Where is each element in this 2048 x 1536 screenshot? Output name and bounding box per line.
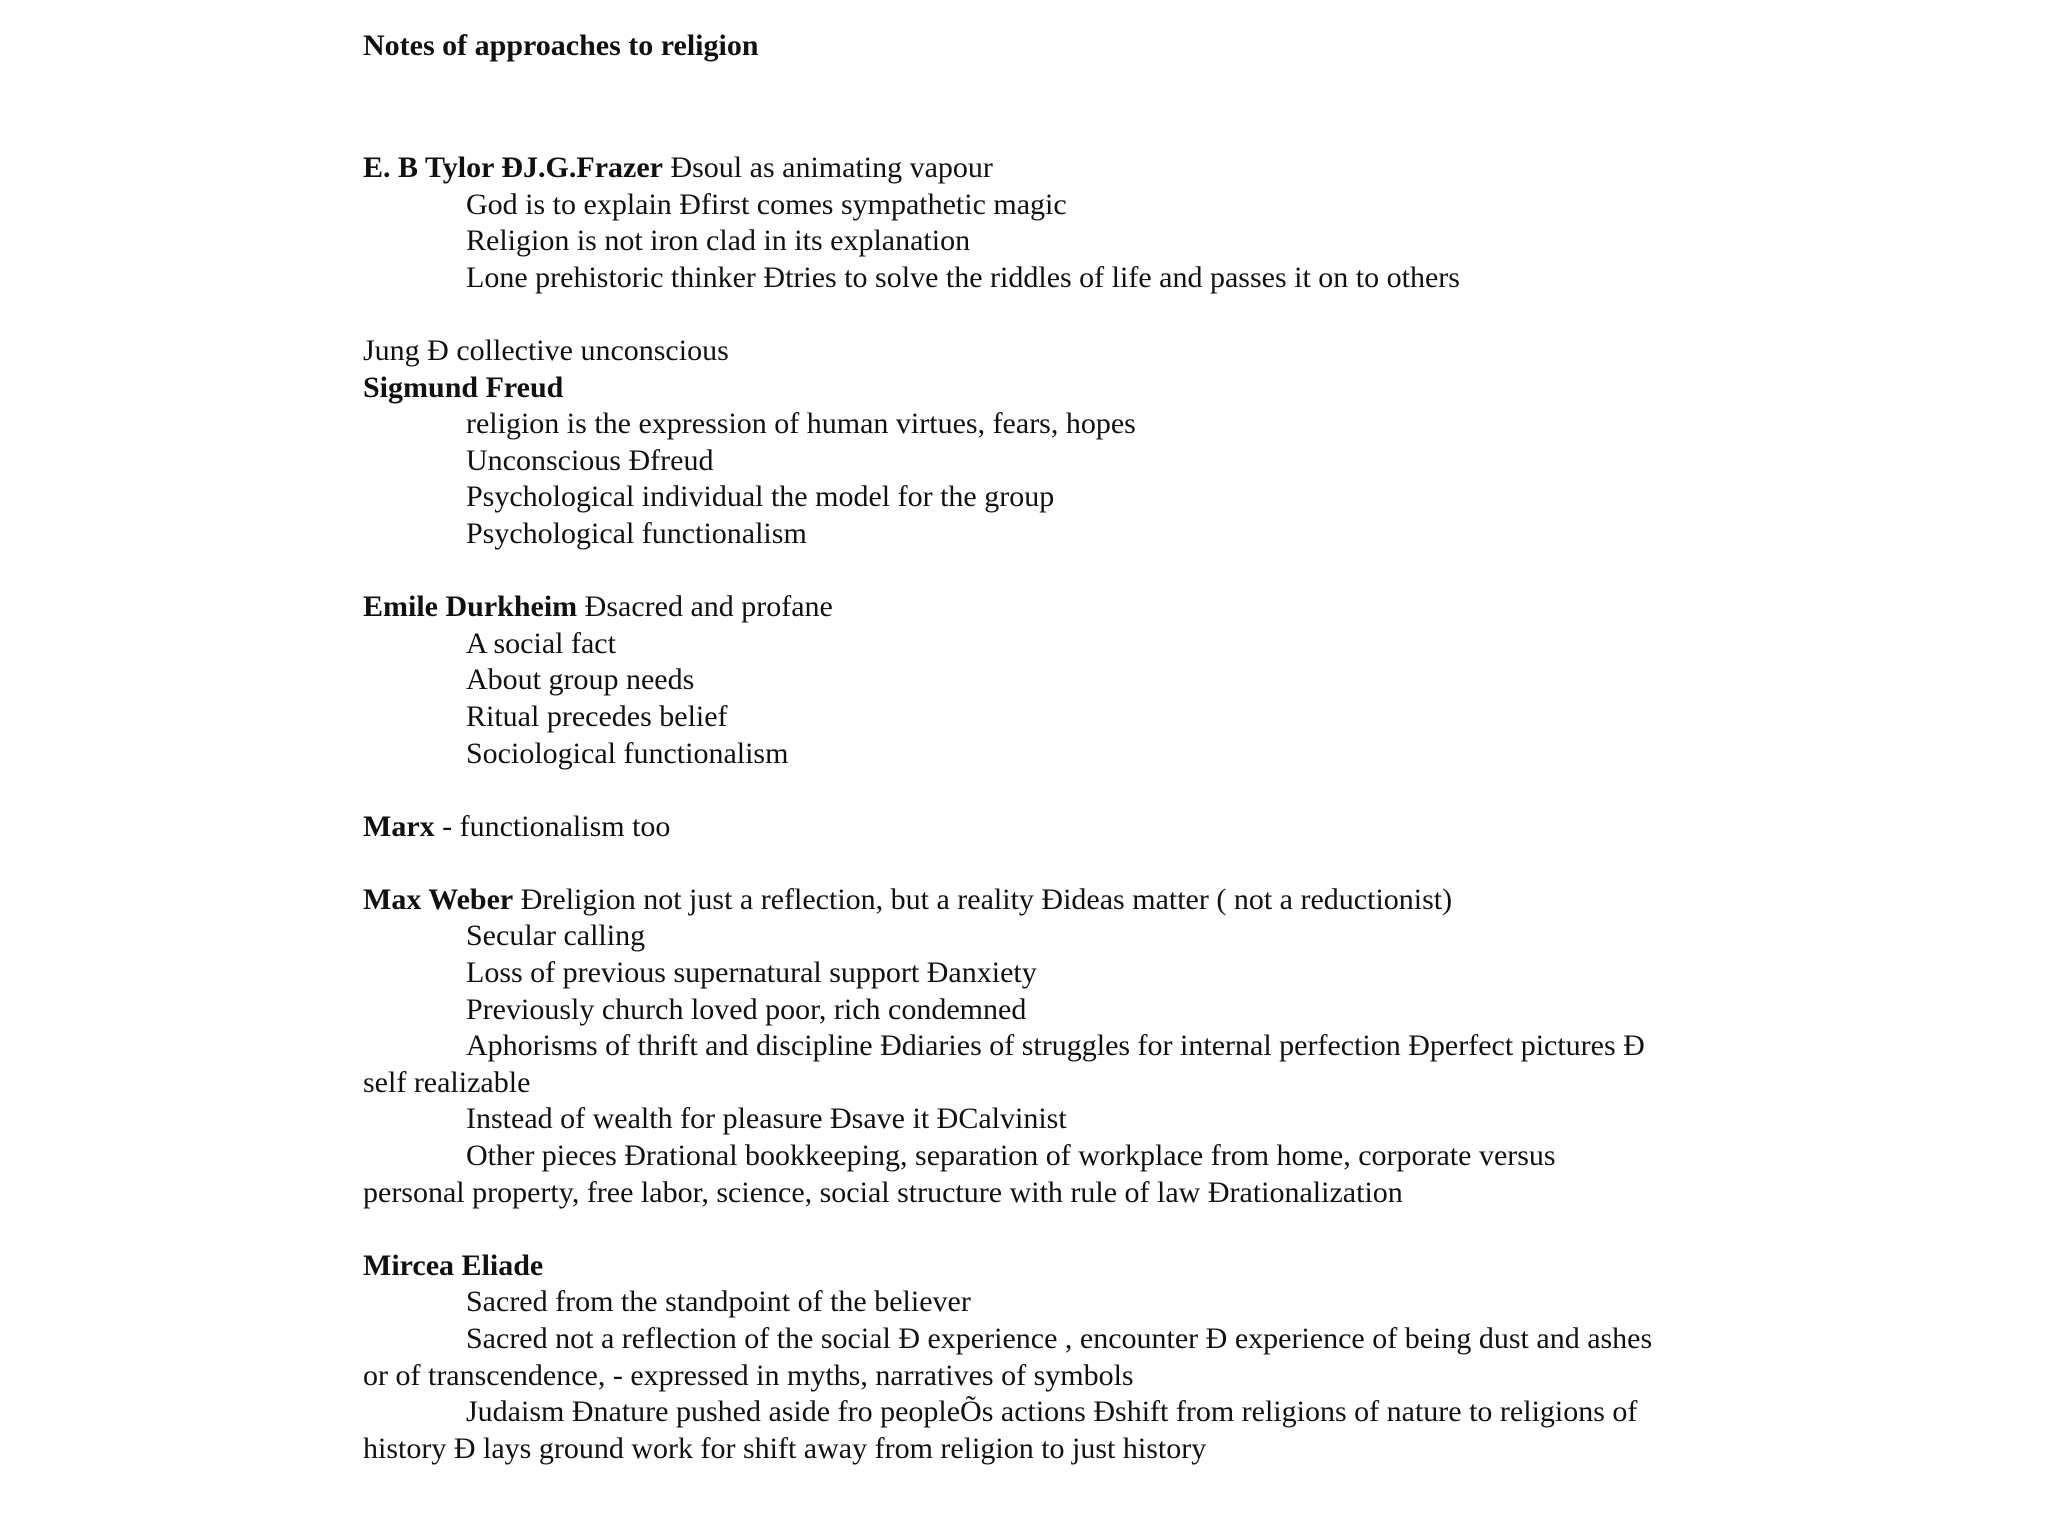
tylor-heading-bold: E. B Tylor ÐJ.G.Frazer	[363, 151, 663, 184]
section-weber-heading	[363, 882, 1693, 919]
spacer	[363, 296, 1693, 333]
document-page	[363, 18, 1693, 1467]
tylor-item: Lone prehistoric thinker Ðtries to solve the riddles of life and passes it on to others	[466, 260, 1460, 294]
durkheim-item: About group needs	[466, 663, 695, 697]
durkheim-heading-rest: Ðsacred and profane	[577, 590, 833, 624]
tylor-item: Religion is not iron clad in its explanation	[466, 224, 971, 258]
weber-aphorisms: Aphorisms of thrift and discipline Ðdiaries of struggles for internal perfection Ðperfect pictures Ð	[466, 1029, 1645, 1063]
marx-heading-rest: - functionalism too	[434, 809, 671, 843]
weber-heading-bold: Max Weber	[363, 882, 514, 916]
weber-instead: Instead of wealth for pleasure Ðsave it ÐCalvinist	[466, 1102, 1067, 1136]
tylor-item: God is to explain Ðfirst comes sympathetic magic	[466, 187, 1067, 221]
spacer	[363, 64, 1693, 150]
marx-heading-bold: Marx	[363, 809, 435, 843]
section-durkheim-heading	[363, 589, 1693, 626]
spacer	[363, 1211, 1693, 1248]
eliade-item-continued: or of transcendence, - expressed in myths, narratives of symbols	[363, 1358, 1134, 1392]
freud-heading: Sigmund Freud	[363, 370, 564, 404]
freud-item: Psychological individual the model for the group	[466, 480, 1055, 514]
freud-item: Psychological functionalism	[466, 516, 807, 550]
eliade-item: Sacred from the standpoint of the believer	[466, 1285, 971, 1319]
durkheim-item: A social fact	[466, 626, 616, 660]
section-marx-heading	[363, 809, 1693, 846]
weber-item: Loss of previous supernatural support Ðanxiety	[466, 956, 1037, 990]
jung-line: Jung Ð collective unconscious	[363, 333, 729, 367]
section-freud-heading	[363, 370, 1693, 407]
eliade-item-continued: history Ð lays ground work for shift away from religion to just history	[363, 1431, 1207, 1465]
durkheim-heading-bold: Emile Durkheim	[363, 590, 578, 624]
spacer	[363, 772, 1693, 809]
spacer	[363, 553, 1693, 590]
eliade-heading: Mircea Eliade	[363, 1248, 544, 1282]
weber-heading-rest: Ðreligion not just a reflection, but a reality Ðideas matter ( not a reductionist)	[513, 882, 1453, 916]
weber-item: Secular calling	[466, 919, 646, 953]
durkheim-item: Ritual precedes belief	[466, 699, 728, 733]
tylor-heading-rest: Ðsoul as animating vapour	[662, 151, 993, 184]
section-eliade-heading	[363, 1248, 1693, 1285]
section-tylor-heading	[363, 150, 1693, 187]
weber-item: Previously church loved poor, rich condemned	[466, 992, 1027, 1026]
spacer	[363, 845, 1693, 882]
weber-aphorisms-continued: self realizable	[363, 1065, 531, 1099]
document-title: Notes of approaches to religion	[363, 29, 759, 62]
weber-other-pieces: Other pieces Ðrational bookkeeping, separation of workplace from home, corporate versus	[466, 1139, 1556, 1173]
durkheim-item: Sociological functionalism	[466, 736, 789, 770]
eliade-item: Judaism Ðnature pushed aside fro peopleÕs actions Ðshift from religions of nature to religions of	[466, 1395, 1638, 1429]
freud-item: religion is the expression of human virtues, fears, hopes	[466, 407, 1136, 441]
eliade-item: Sacred not a reflection of the social Ð experience , encounter Ð experience of being dust and ashes	[466, 1322, 1653, 1355]
weber-other-pieces-continued: personal property, free labor, science, social structure with rule of law Ðrationalization	[363, 1175, 1403, 1209]
freud-item: Unconscious Ðfreud	[466, 443, 714, 477]
